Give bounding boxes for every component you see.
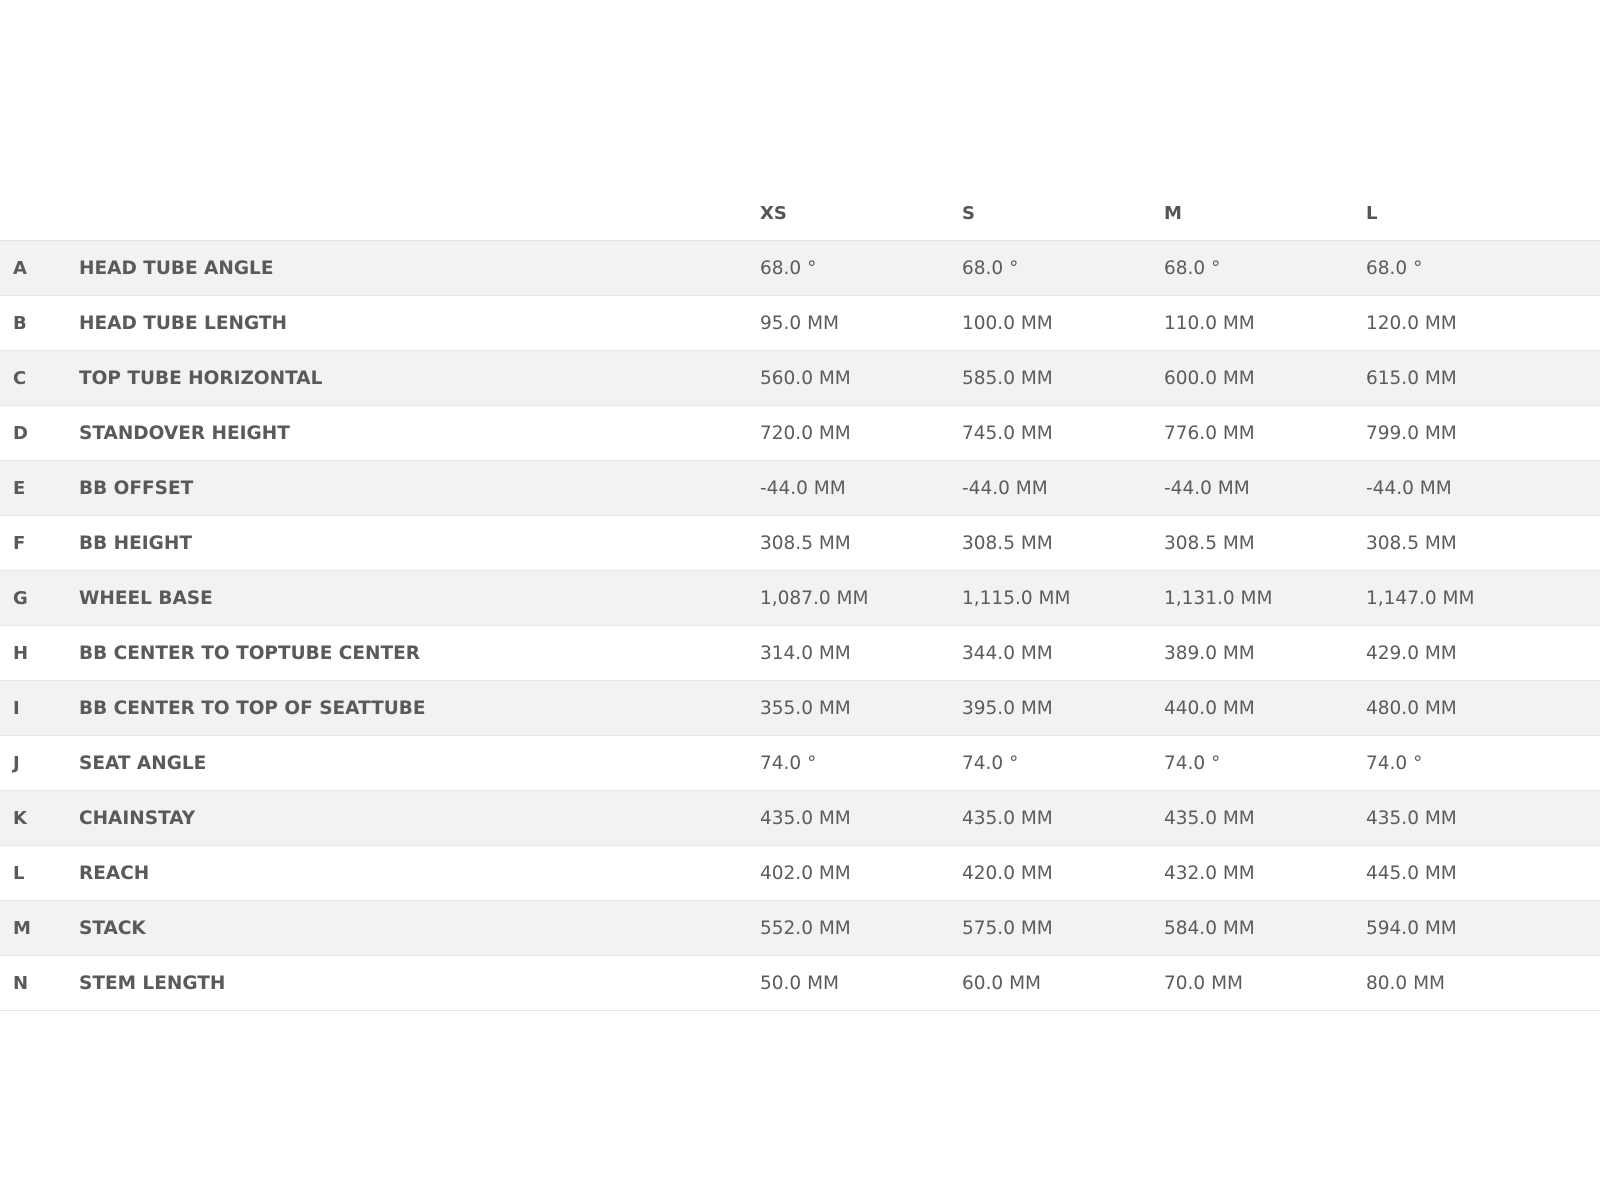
- row-letter: H: [0, 626, 79, 681]
- table-row: [0, 406, 1600, 461]
- row-letter: D: [0, 406, 79, 461]
- row-letter: K: [0, 791, 79, 846]
- row-value-l: 594.0 MM: [1366, 901, 1600, 956]
- row-value-m: 110.0 MM: [1164, 296, 1366, 351]
- row-value-l: 799.0 MM: [1366, 406, 1600, 461]
- row-label: BB HEIGHT: [79, 516, 760, 571]
- row-label: STANDOVER HEIGHT: [79, 406, 760, 461]
- table-row: [0, 901, 1600, 956]
- row-value-s: 344.0 MM: [962, 626, 1164, 681]
- row-label: REACH: [79, 846, 760, 901]
- row-value-s: 68.0 °: [962, 241, 1164, 296]
- row-value-l: 615.0 MM: [1366, 351, 1600, 406]
- row-value-xs: 50.0 MM: [760, 956, 962, 1011]
- row-value-m: 432.0 MM: [1164, 846, 1366, 901]
- row-value-s: 585.0 MM: [962, 351, 1164, 406]
- table-row: [0, 351, 1600, 406]
- row-value-xs: 355.0 MM: [760, 681, 962, 736]
- table-row: [0, 791, 1600, 846]
- row-letter: J: [0, 736, 79, 791]
- row-value-m: 1,131.0 MM: [1164, 571, 1366, 626]
- table-row: [0, 681, 1600, 736]
- row-letter: C: [0, 351, 79, 406]
- row-label: STEM LENGTH: [79, 956, 760, 1011]
- row-value-xs: 560.0 MM: [760, 351, 962, 406]
- row-value-m: -44.0 MM: [1164, 461, 1366, 516]
- row-value-l: 445.0 MM: [1366, 846, 1600, 901]
- row-value-l: 120.0 MM: [1366, 296, 1600, 351]
- row-value-l: 308.5 MM: [1366, 516, 1600, 571]
- row-value-s: 395.0 MM: [962, 681, 1164, 736]
- row-value-m: 68.0 °: [1164, 241, 1366, 296]
- table-body: [0, 241, 1600, 1011]
- row-value-xs: 74.0 °: [760, 736, 962, 791]
- header-size-m: M: [1164, 186, 1366, 241]
- table-row: [0, 846, 1600, 901]
- row-value-xs: 435.0 MM: [760, 791, 962, 846]
- row-letter: E: [0, 461, 79, 516]
- row-value-s: 420.0 MM: [962, 846, 1164, 901]
- row-value-xs: -44.0 MM: [760, 461, 962, 516]
- row-value-m: 584.0 MM: [1164, 901, 1366, 956]
- row-label: WHEEL BASE: [79, 571, 760, 626]
- row-value-xs: 314.0 MM: [760, 626, 962, 681]
- row-value-l: 480.0 MM: [1366, 681, 1600, 736]
- row-value-m: 600.0 MM: [1164, 351, 1366, 406]
- row-value-s: -44.0 MM: [962, 461, 1164, 516]
- row-value-s: 74.0 °: [962, 736, 1164, 791]
- row-value-xs: 95.0 MM: [760, 296, 962, 351]
- geometry-table: [0, 186, 1600, 1011]
- header-size-l: L: [1366, 186, 1600, 241]
- row-value-xs: 720.0 MM: [760, 406, 962, 461]
- table-row: [0, 296, 1600, 351]
- row-value-s: 1,115.0 MM: [962, 571, 1164, 626]
- row-letter: G: [0, 571, 79, 626]
- row-value-xs: 1,087.0 MM: [760, 571, 962, 626]
- row-value-s: 745.0 MM: [962, 406, 1164, 461]
- table-row: [0, 461, 1600, 516]
- row-label: BB CENTER TO TOPTUBE CENTER: [79, 626, 760, 681]
- row-label: STACK: [79, 901, 760, 956]
- row-letter: M: [0, 901, 79, 956]
- row-value-xs: 308.5 MM: [760, 516, 962, 571]
- row-value-m: 440.0 MM: [1164, 681, 1366, 736]
- row-label: HEAD TUBE LENGTH: [79, 296, 760, 351]
- row-value-l: 435.0 MM: [1366, 791, 1600, 846]
- row-value-m: 70.0 MM: [1164, 956, 1366, 1011]
- row-value-l: 74.0 °: [1366, 736, 1600, 791]
- row-label: BB CENTER TO TOP OF SEATTUBE: [79, 681, 760, 736]
- row-value-s: 60.0 MM: [962, 956, 1164, 1011]
- row-letter: I: [0, 681, 79, 736]
- row-value-s: 575.0 MM: [962, 901, 1164, 956]
- row-letter: B: [0, 296, 79, 351]
- row-letter: A: [0, 241, 79, 296]
- row-value-m: 776.0 MM: [1164, 406, 1366, 461]
- row-label: CHAINSTAY: [79, 791, 760, 846]
- row-value-s: 308.5 MM: [962, 516, 1164, 571]
- header-label-cell: [79, 186, 760, 241]
- row-value-xs: 552.0 MM: [760, 901, 962, 956]
- row-value-xs: 68.0 °: [760, 241, 962, 296]
- row-letter: N: [0, 956, 79, 1011]
- header-size-s: S: [962, 186, 1164, 241]
- table-row: [0, 736, 1600, 791]
- header-size-xs: XS: [760, 186, 962, 241]
- row-value-l: 429.0 MM: [1366, 626, 1600, 681]
- row-value-l: 68.0 °: [1366, 241, 1600, 296]
- row-value-s: 100.0 MM: [962, 296, 1164, 351]
- row-label: SEAT ANGLE: [79, 736, 760, 791]
- row-value-l: -44.0 MM: [1366, 461, 1600, 516]
- row-letter: F: [0, 516, 79, 571]
- row-label: BB OFFSET: [79, 461, 760, 516]
- table-row: [0, 241, 1600, 296]
- row-value-s: 435.0 MM: [962, 791, 1164, 846]
- table-row: [0, 516, 1600, 571]
- row-value-l: 80.0 MM: [1366, 956, 1600, 1011]
- row-value-m: 389.0 MM: [1164, 626, 1366, 681]
- row-value-m: 74.0 °: [1164, 736, 1366, 791]
- row-label: TOP TUBE HORIZONTAL: [79, 351, 760, 406]
- row-value-m: 308.5 MM: [1164, 516, 1366, 571]
- row-value-m: 435.0 MM: [1164, 791, 1366, 846]
- row-value-l: 1,147.0 MM: [1366, 571, 1600, 626]
- header-letter-cell: [0, 186, 79, 241]
- row-value-xs: 402.0 MM: [760, 846, 962, 901]
- row-letter: L: [0, 846, 79, 901]
- table-row: [0, 626, 1600, 681]
- table-row: [0, 956, 1600, 1011]
- table-row: [0, 571, 1600, 626]
- table-header-row: [0, 186, 1600, 241]
- row-label: HEAD TUBE ANGLE: [79, 241, 760, 296]
